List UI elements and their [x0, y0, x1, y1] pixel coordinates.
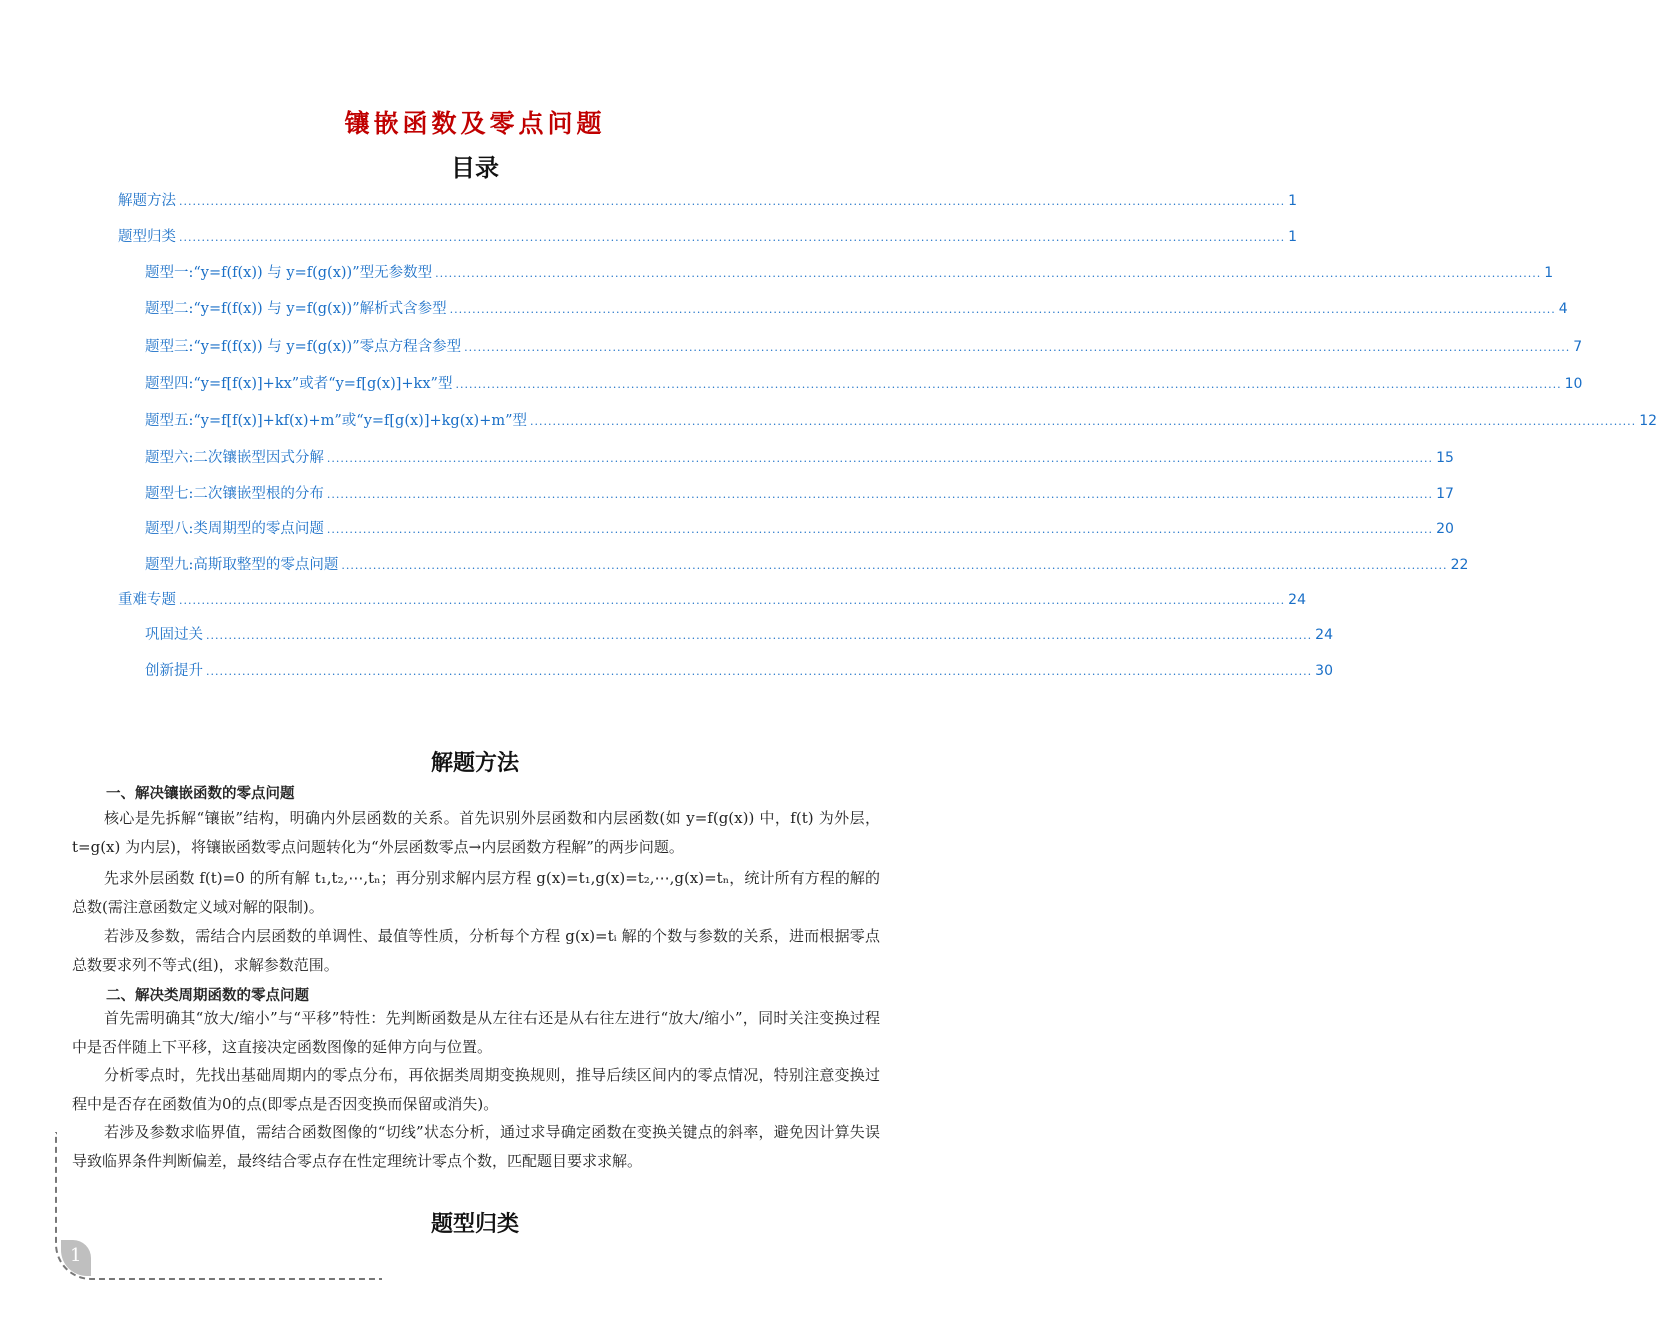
toc-leader-dots: ......................................................................................................................................................................................................................................................: [326, 523, 1434, 536]
toc-leader-dots: ......................................................................................................................................................................................................................................................: [455, 378, 1562, 391]
toc-entry-label: 题型二:“y=f(f(x)) 与 y=f(g(x))”解析式含参型: [145, 301, 447, 317]
toc-entry-page: 24: [1288, 592, 1306, 608]
paragraph-4: 首先需明确其“放大/缩小”与“平移”特性：先判断函数是从左往右还是从右往左进行“放大/缩小”，同时关注变换过程中是否伴随上下平移，这直接决定函数图像的延伸方向与位置。: [72, 1009, 880, 1056]
paragraph-5: 分析零点时，先找出基础周期内的零点分布，再依据类周期变换规则，推导后续区间内的零点情况，特别注意变换过程中是否存在函数值为0的点(即零点是否因变换而保留或消失)。: [72, 1066, 880, 1113]
toc-leader-dots: ......................................................................................................................................................................................................................................................: [435, 267, 1542, 280]
toc-entry-page: 10: [1564, 376, 1583, 392]
toc-entry-page: 17: [1436, 486, 1454, 502]
subheading-nested-zeros: 一、解决镶嵌函数的零点问题: [106, 786, 295, 802]
toc-leader-dots: ......................................................................................................................................................................................................................................................: [179, 195, 1286, 208]
toc-entry-page: 7: [1573, 339, 1583, 355]
toc-entry-page: 1: [1288, 193, 1298, 209]
paragraph-2: 先求外层函数 f(t)=0 的所有解 t₁,t₂,⋯,tₙ；再分别求解内层方程 g(x)=t₁,g(x)=t₂,⋯,g(x)=tₙ，统计所有方程的解的总数(需注意函数定义域对解的限制)。: [72, 869, 880, 916]
toc-entry-type9[interactable]: [145, 553, 1469, 577]
toc-entry-type2[interactable]: [145, 297, 1568, 321]
toc-entry-type7[interactable]: [145, 482, 1454, 506]
toc-entry-type3[interactable]: [145, 335, 1583, 359]
toc-entry-type6[interactable]: [145, 446, 1454, 470]
toc-entry-label: 题型归类: [118, 229, 176, 245]
toc-entry-label: 题型七:二次镶嵌型根的分布: [145, 486, 324, 502]
toc-heading: 目录: [451, 153, 499, 182]
toc-entry-page: 30: [1315, 663, 1333, 679]
toc-entry-consolidate[interactable]: [145, 623, 1333, 647]
toc-entry-label: 题型一:“y=f(f(x)) 与 y=f(g(x))”型无参数型: [145, 265, 433, 281]
toc-entry-label: 创新提升: [145, 663, 203, 679]
toc-entry-label: 题型五:“y=f[f(x)]+kf(x)+m”或“y=f[g(x)]+kg(x)+m”型: [145, 413, 528, 429]
toc-leader-dots: ......................................................................................................................................................................................................................................................: [326, 488, 1434, 501]
page-corner-decoration: [55, 1132, 382, 1280]
section-heading-types: 题型归类: [430, 1211, 519, 1237]
toc-leader-dots: ......................................................................................................................................................................................................................................................: [341, 559, 1448, 572]
toc-entry-page: 15: [1436, 450, 1454, 466]
toc-entry-label: 巩固过关: [145, 627, 203, 643]
toc-entry-page: 24: [1315, 627, 1333, 643]
toc-entry-label: 题型三:“y=f(f(x)) 与 y=f(g(x))”零点方程含参型: [145, 339, 462, 355]
toc-entry-page: 12: [1639, 413, 1657, 429]
toc-leader-dots: ......................................................................................................................................................................................................................................................: [206, 665, 1313, 678]
toc-entry-page: 1: [1288, 229, 1298, 245]
document-title: 镶嵌函数及零点问题: [344, 109, 606, 138]
toc-leader-dots: ......................................................................................................................................................................................................................................................: [530, 415, 1637, 428]
toc-entry-label: 题型九:高斯取整型的零点问题: [145, 557, 339, 573]
toc-entry-label: 题型八:类周期型的零点问题: [145, 521, 324, 537]
toc-entry-label: 重难专题: [118, 592, 176, 608]
toc-entry-page: 1: [1544, 265, 1554, 281]
toc-entry-type5[interactable]: [145, 409, 1657, 433]
subheading-quasi-periodic: 二、解决类周期函数的零点问题: [106, 988, 309, 1004]
toc-leader-dots: ......................................................................................................................................................................................................................................................: [464, 341, 1571, 354]
toc-leader-dots: ......................................................................................................................................................................................................................................................: [449, 303, 1556, 316]
toc-entry-type8[interactable]: [145, 517, 1454, 541]
toc-leader-dots: ......................................................................................................................................................................................................................................................: [179, 594, 1286, 607]
toc-entry-innovation[interactable]: [145, 659, 1333, 683]
paragraph-6: 若涉及参数求临界值，需结合函数图像的“切线”状态分析，通过求导确定函数在变换关键点的斜率，避免因计算失误导致临界条件判断偏差，最终结合零点存在性定理统计零点个数，匹配题目要求求解。: [72, 1123, 880, 1170]
paragraph-1: 核心是先拆解“镶嵌”结构，明确内外层函数的关系。首先识别外层函数和内层函数(如 y=f(g(x)) 中，f(t) 为外层，t=g(x) 为内层)，将镶嵌函数零点问题转化为“外层函数零点→内层函数方程解”的两步问题。: [72, 809, 880, 856]
toc-entry-type1[interactable]: [145, 261, 1554, 285]
toc-entry-types[interactable]: [118, 225, 1298, 249]
toc-entry-label: 题型四:“y=f[f(x)]+kx”或者“y=f[g(x)]+kx”型: [145, 376, 453, 392]
toc-leader-dots: ......................................................................................................................................................................................................................................................: [326, 452, 1434, 465]
toc-entry-type4[interactable]: [145, 372, 1583, 396]
toc-entry-page: 22: [1450, 557, 1469, 573]
page-number: 1: [70, 1245, 82, 1266]
toc-entry-label: 解题方法: [118, 193, 176, 209]
toc-entry-page: 4: [1558, 301, 1568, 317]
toc-leader-dots: ......................................................................................................................................................................................................................................................: [179, 231, 1286, 244]
paragraph-3: 若涉及参数，需结合内层函数的单调性、最值等性质，分析每个方程 g(x)=tᵢ 解的个数与参数的关系，进而根据零点总数要求列不等式(组)，求解参数范围。: [72, 927, 880, 974]
section-heading-method: 解题方法: [430, 750, 519, 776]
toc-leader-dots: ......................................................................................................................................................................................................................................................: [206, 629, 1313, 642]
toc-entry-label: 题型六:二次镶嵌型因式分解: [145, 450, 324, 466]
toc-entry-key-topics[interactable]: [118, 588, 1306, 612]
toc-entry-page: 20: [1436, 521, 1454, 537]
toc-entry-method[interactable]: [118, 189, 1298, 213]
